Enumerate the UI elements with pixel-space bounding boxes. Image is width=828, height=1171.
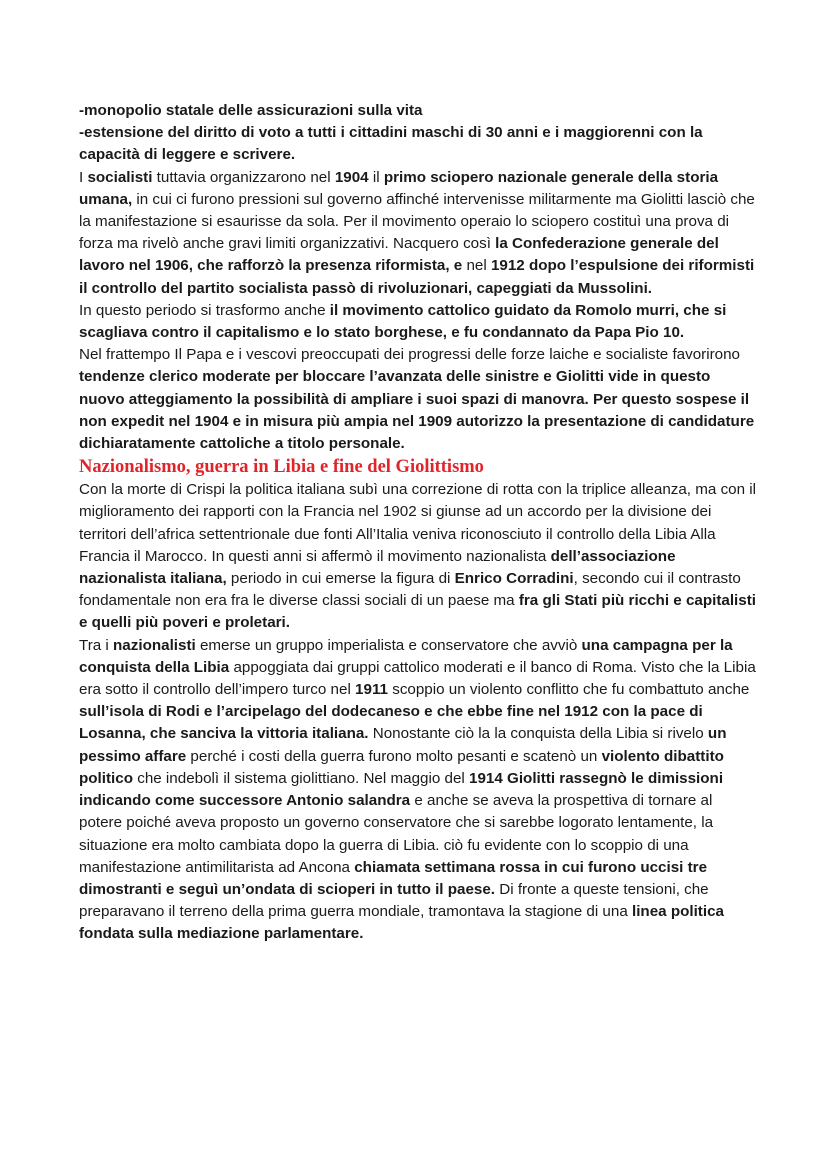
text-run: periodo in cui emerse la figura di [226,570,455,588]
bold-text-run: il movimento cattolico guidato da Romolo murri, che si scagliava contro il capitalismo e lo stato borghese, e fu condannato da Papa Pio 10. [79,301,727,342]
paragraph [79,122,759,166]
text-run: emerse un gruppo imperialista e conservatore che avviò [195,636,582,654]
text-run: appoggiata dai gruppi cattolico moderati e il banco di Roma. Visto che la Libia era sotto il controllo dell’impero turco nel [79,658,756,699]
bold-text-run: -estensione del diritto di voto a tutti i cittadini maschi di 30 anni e i maggiorenni con la capacità di leggere e scrivere. [79,124,703,164]
paragraphs-before-title [79,100,759,455]
text-run: tuttavia organizzarono nel [152,168,335,186]
bold-text-run: una campagna per la conquista della Libia [79,636,733,676]
bold-text-run: 1911 [355,681,388,699]
text-run: nel [462,257,491,275]
paragraph [79,300,759,344]
bold-text-run: tendenze clerico moderate per bloccare l’avanzata delle sinistre e Giolitti vide in questo nuovo atteggiamento la possibilità di ampliare i suoi spazi di manovra. Per questo sospese il non expedit nel 1904 e in misura più ampia nel 1909 autorizzo la presentazione di candidature dichiaratamente cattoliche a titolo personale. [79,368,755,453]
bold-text-run: chiamata settimana rossa in cui furono uccisi tre dimostranti e seguì un’ondata di scioperi in tutto il paese. [79,858,708,898]
text-run: il [368,168,384,186]
bold-text-run: socialisti [87,168,153,186]
text-run: In questo periodo si trasformo anche [79,301,330,319]
bold-text-run: -monopolio statale delle assicurazioni sulla vita [79,102,423,119]
text-run: Di fronte a queste tensioni, che preparavano il terreno della prima guerra mondiale, tramontava la stagione di una [79,880,709,921]
text-run: Tra i [79,636,114,654]
section-title: Nazionalismo, guerra in Libia e fine del Giolittismo [79,457,484,478]
bold-text-run: violento dibattito politico [79,747,724,787]
text-run: e anche se aveva la prospettiva di tornare al potere poiché aveva proposto un governo conservatore che si sarebbe logorato lentamente, la situazione era molto cambiata dopo la guerra di Libia. ciò fu evidente con lo scoppio di una manifestazione antimilitarista ad Ancona [79,792,714,876]
bold-text-run: Enrico Corradini [454,570,574,588]
text-run: I [79,168,88,186]
text-run: Nonostante ciò la la conquista della Libia si rivelo [368,725,708,743]
paragraph [79,635,759,946]
paragraph [79,344,759,455]
bold-text-run: fra gli Stati più ricchi e capitalisti e quelli più poveri e proletari. [79,592,757,632]
paragraph [79,100,759,122]
bold-text-run: dell’associazione nazionalista italiana, [79,547,676,588]
text-run: scoppio un violento conflitto che fu combattuto anche [388,681,750,699]
bold-text-run: 1904 [334,168,369,186]
text-run: che indebolì il sistema giolittiano. Nel maggio del [133,769,469,787]
text-run: in cui ci furono pressioni sul governo affinché intervenisse militarmente ma Giolitti lasciò che la manifestazione si esaurisse da sola. Per il movimento operaio lo sciopero costituì una prova di forza ma rivelò anche gravi limiti organizzativi. Nacquero così [79,190,755,253]
bold-text-run: sull’isola di Rodi e l’arcipelago del dodecaneso e che ebbe fine nel 1912 con la pace di Losanna, che sanciva la vittoria italiana. [79,703,703,743]
bold-text-run: nazionalisti [113,636,196,654]
bold-text-run: un pessimo affare [79,725,727,765]
document-page [79,100,759,946]
bold-text-run: primo sciopero nazionale generale della storia umana, [79,168,719,208]
paragraph [79,479,759,634]
text-run: , secondo cui il contrasto fondamentale non era fra le diverse classi sociali di un paese ma [79,570,741,610]
bold-text-run: 1914 Giolitti rassegnò le dimissioni indicando come successore Antonio salandra [79,769,724,810]
bold-text-run: la Confederazione generale del lavoro nel 1906, che rafforzò la presenza riformista, e [79,235,719,275]
text-run: Con la morte di Crispi la politica italiana subì una correzione di rotta con la triplice alleanza, ma con il miglioramento dei rapporti con la Francia nel 1902 si giunse ad un accordo per la divisione dei territori dell’africa settentrionale due fonti All’Italia veniva riconosciuto il controllo della Libia Alla Francia il Marocco. In questi anni si affermò il movimento nazionalista [79,481,757,565]
paragraph [79,167,759,300]
bold-text-run: linea politica fondata sulla mediazione parlamentare. [79,903,724,943]
bold-text-run: 1912 dopo l’espulsione dei riformisti il controllo del partito socialista passò di rivoluzionari, capeggiati da Mussolini. [79,257,755,297]
text-run: Nel frattempo Il Papa e i vescovi preoccupati dei progressi delle forze laiche e socialiste favorirono [79,346,740,364]
text-run: perché i costi della guerra furono molto pesanti e scatenò un [186,747,602,765]
paragraphs-after-title [79,479,759,945]
